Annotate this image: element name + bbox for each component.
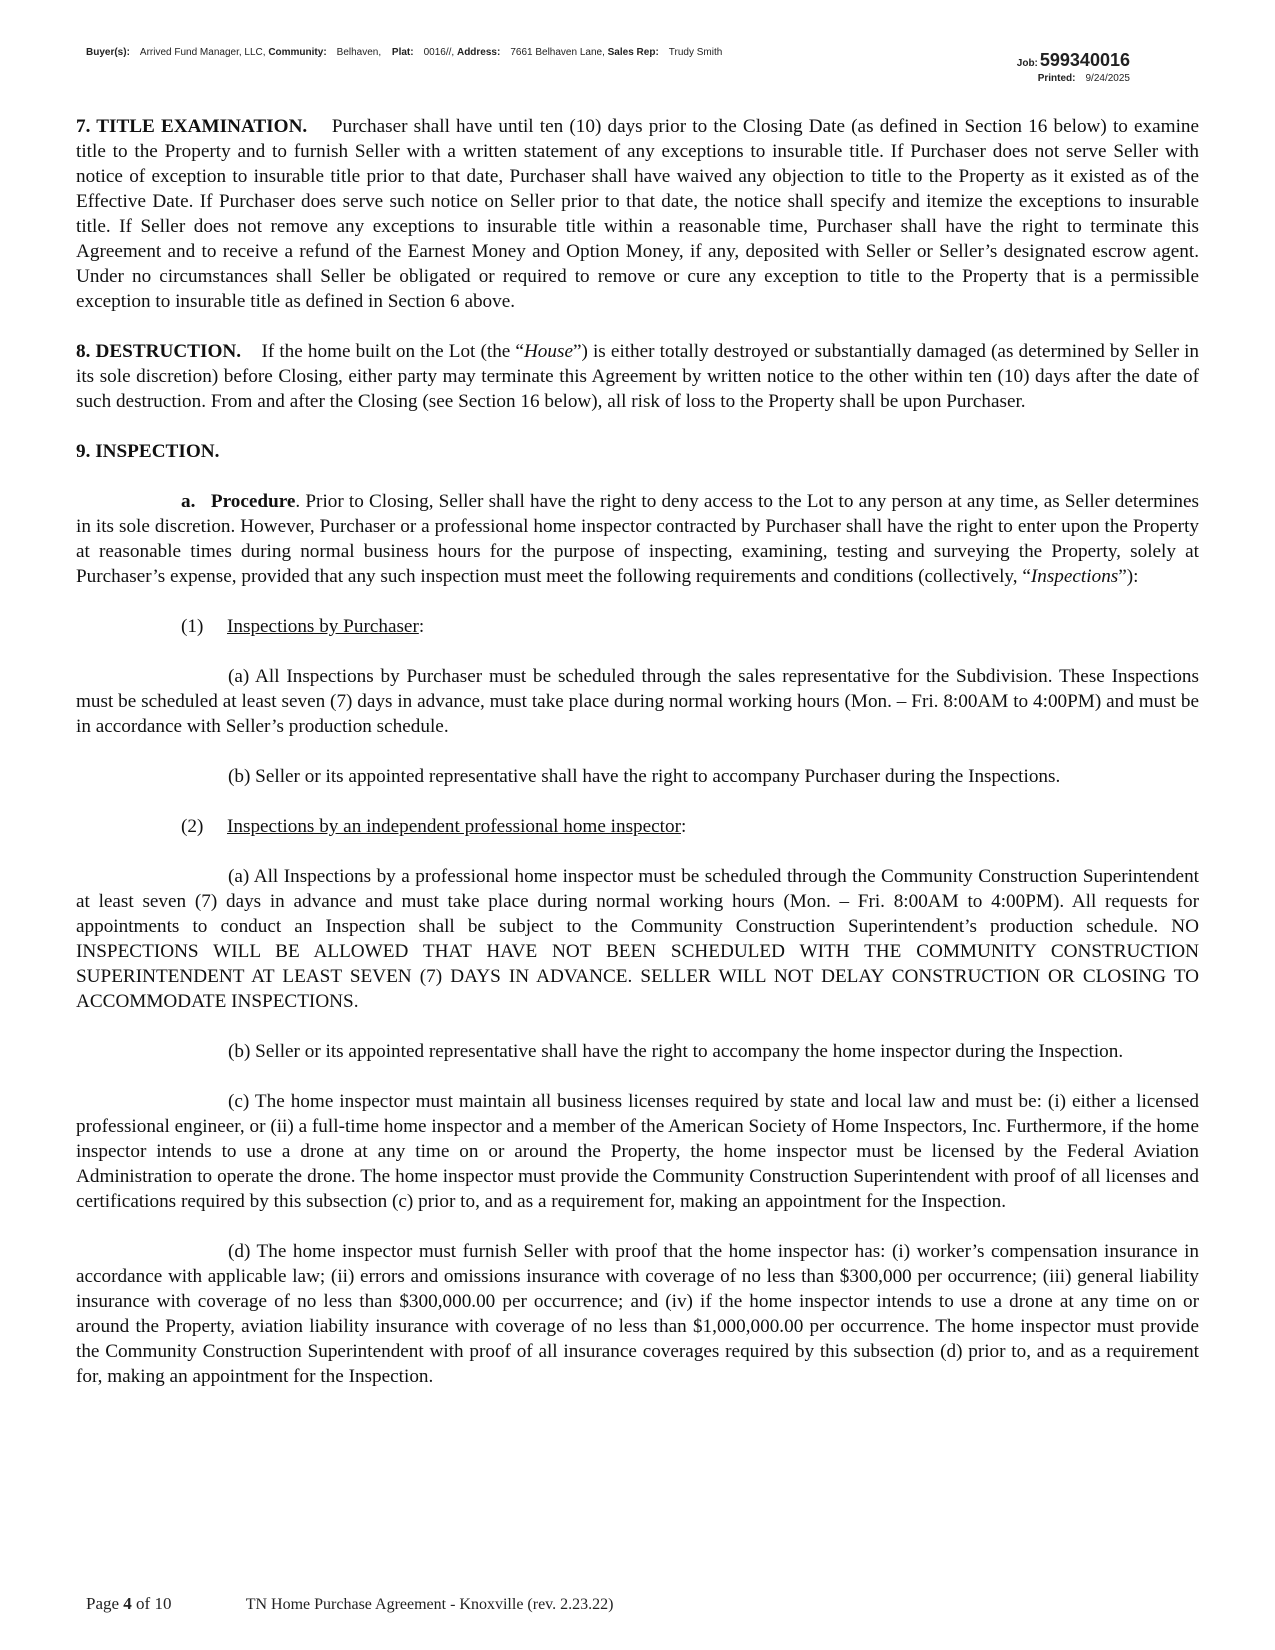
document-header (86, 47, 722, 58)
section-9a-text-a: . Prior to Closing, Seller shall have the right to deny access to the Lot to any person at any time, as Seller determines in its sole discretion. However, Purchaser or a professional home inspector contracted by Purchaser shall have the right to enter upon the Property at reasonable times during normal business hours for the purpose of inspecting, examining, testing and surveying the Property, solely at Purchaser’s expense, provided that any such inspection must meet the following requirements and conditions (collectively, “ (76, 491, 1199, 587)
page-current: 4 (123, 1594, 132, 1613)
plat-value: 0016//, (423, 47, 455, 58)
page-footer (86, 1594, 613, 1614)
term-inspections: Inspections (1030, 566, 1119, 587)
printed-label: Printed: (1037, 73, 1076, 84)
section-9 (76, 439, 1199, 464)
address-value: 7661 Belhaven Lane, (510, 47, 605, 58)
item-2-title: Inspections by an independent professional home inspector (227, 816, 681, 837)
plat-label: Plat: (391, 47, 414, 58)
item-2-number: (2) (181, 816, 204, 837)
item-2c: (c) The home inspector must maintain all business licenses required by state and local law and must be: (i) either a licensed professional engineer, or (ii) a full-time home inspector and a member of the American Society of Home Inspectors, Inc. Furthermore, if the home inspector intends to use a drone at any time on or around the Property, the home inspector must be licensed by the Federal Aviation Administration to operate the drone. The home inspector must provide the Community Construction Superintendent with proof of all licenses and certifications required by this subsection (c) prior to, and as a requirement for, making an appointment for the Inspection. (76, 1091, 1199, 1212)
community-value: Belhaven, (336, 47, 382, 58)
section-7-text: Purchaser shall have until ten (10) days prior to the Closing Date (as defined in Section 16 below) to examine title to the Property and to furnish Seller with a written statement of any exceptions to insurable title. If Purchaser does not serve Seller with notice of exception to insurable title prior to that date, Purchaser shall have waived any objection to title to the Property as it existed as of the Effective Date. If Purchaser does serve such notice on Seller prior to that date, the notice shall specify and itemize the exceptions to insurable title. If Seller does not remove any exceptions to insurable title within a reasonable time, Purchaser shall have the right to terminate this Agreement and to receive a refund of the Earnest Money and Option Money, if any, deposited with Seller or Seller’s designated escrow agent. Under no circumstances shall Seller be obligated or required to remove or cure any exception to title to the Property that is a permissible exception to insurable title as defined in Section 6 above. (76, 116, 1200, 312)
item-1b: (b) Seller or its appointed representative shall have the right to accompany Purchaser during the Inspections. (228, 766, 1061, 787)
section-7 (76, 114, 1199, 314)
page-total: of 10 (131, 1594, 172, 1613)
printed-date: 9/24/2025 (1085, 73, 1130, 84)
item-2b: (b) Seller or its appointed representative shall have the right to accompany the home inspector during the Inspection. (228, 1041, 1124, 1062)
section-9a (76, 489, 1199, 589)
item-1-heading: (1) Inspections by Purchaser: (181, 616, 425, 637)
item-1a: (a) All Inspections by Purchaser must be scheduled through the sales representative for the Subdivision. These Inspections must be scheduled at least seven (7) days in advance, must take place during normal working hours (Mon. – Fri. 8:00AM to 4:00PM) and must be in accordance with Seller’s production schedule. (76, 666, 1199, 737)
salesrep-value: Trudy Smith (668, 47, 723, 58)
item-2d: (d) The home inspector must furnish Seller with proof that the home inspector has: (i) worker’s compensation insurance in accordance with applicable law; (ii) errors and omissions insurance with coverage of no less than $300,000 per occurrence; (iii) general liability insurance with coverage of no less than $300,000.00 per occurrence; and (iv) if the home inspector intends to use a drone at any time on or around the Property, aviation liability insurance with coverage of no less than $1,000,000.00 per occurrence. The home inspector must provide the Community Construction Superintendent with proof of all insurance coverages required by this subsection (d) prior to, and as a requirement for, making an appointment for the Inspection. (76, 1241, 1199, 1387)
term-house: House (523, 341, 573, 362)
job-info (1017, 50, 1130, 84)
section-8 (76, 339, 1199, 414)
section-8-text-b: ”) is either totally destroyed or substantially damaged (as determined by Seller in its sole discretion) before Closing, either party may terminate this Agreement by written notice to the other within ten (10) days after the date of such destruction. From and after the Closing (see Section 16 below), all risk of loss to the Property shall be upon Purchaser. (76, 341, 1199, 412)
page-prefix: Page (86, 1594, 124, 1613)
buyer-label: Buyer(s): (86, 47, 130, 58)
section-9a-label: a. (181, 491, 196, 512)
section-9a-text-b: ”): (1118, 566, 1139, 587)
community-label: Community: (268, 47, 327, 58)
section-7-heading: 7. TITLE EXAMINATION. (76, 116, 308, 137)
section-9a-title: Procedure (210, 491, 296, 512)
item-2-heading: (2) Inspections by an independent professional home inspector: (181, 816, 687, 837)
buyer-value: Arrived Fund Manager, LLC, (139, 47, 266, 58)
document-body (76, 114, 1199, 1414)
document-name: TN Home Purchase Agreement - Knoxville (rev. 2.23.22) (245, 1596, 614, 1613)
salesrep-label: Sales Rep: (607, 47, 659, 58)
job-number: 599340016 (1039, 50, 1130, 70)
page-number (86, 1594, 171, 1613)
section-8-heading: 8. DESTRUCTION. (76, 341, 242, 362)
item-2a: (a) All Inspections by a professional home inspector must be scheduled through the Community Construction Superintendent at least seven (7) days in advance and must take place during normal working hours (Mon. – Fri. 8:00AM to 4:00PM). All requests for appointments to conduct an Inspection shall be subject to the Community Construction Superintendent’s production schedule. NO INSPECTIONS WILL BE ALLOWED THAT HAVE NOT BEEN SCHEDULED WITH THE COMMUNITY CONSTRUCTION SUPERINTENDENT AT LEAST SEVEN (7) DAYS IN ADVANCE. SELLER WILL NOT DELAY CONSTRUCTION OR CLOSING TO ACCOMMODATE INSPECTIONS. (76, 866, 1199, 1012)
item-1-title: Inspections by Purchaser (227, 616, 419, 637)
section-9-heading: 9. INSPECTION. (76, 441, 220, 462)
item-1-number: (1) (181, 616, 204, 637)
address-label: Address: (456, 47, 501, 58)
section-8-text-a: If the home built on the Lot (the “ (261, 341, 524, 362)
job-label: Job: (1016, 58, 1038, 69)
